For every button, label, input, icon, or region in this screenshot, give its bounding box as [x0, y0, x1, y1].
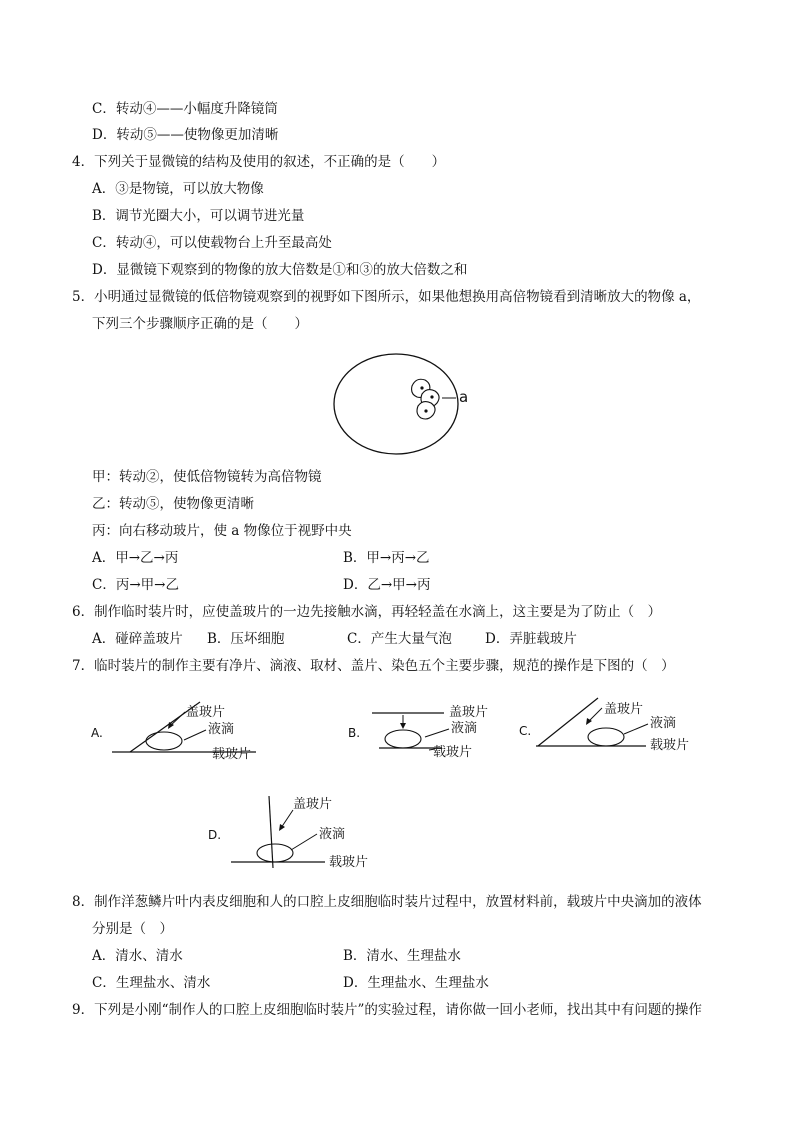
q5-option-c: C．丙→甲→乙 — [92, 577, 179, 593]
fig-a-drop — [146, 732, 182, 750]
q6-option-b: B．压坏细胞 — [207, 631, 285, 647]
fig-b-drop-label: 液滴 — [451, 721, 478, 736]
q6-stem: 6．制作临时装片时，应使盖玻片的一边先接触水滴，再轻轻盖在水滴上，这主要是为了防止（ ） — [72, 604, 662, 620]
q8-option-a: A．清水、清水 — [92, 948, 183, 964]
fig-a-cover-label: 盖玻片 — [186, 705, 226, 720]
q9-stem: 9．下列是小刚“制作人的口腔上皮细胞临时装片”的实验过程，请你做一回小老师，找出其中有问题的操作 — [72, 1002, 702, 1018]
q5-step-yi: 乙：转动⑤，使物像更清晰 — [92, 496, 254, 512]
q3-option-c: C．转动④——小幅度升降镜筒 — [92, 101, 278, 117]
cell-cluster — [412, 379, 440, 419]
q5-step-jia: 甲：转动②，使低倍物镜转为高倍物镜 — [92, 469, 322, 485]
fig-d-coverslip — [269, 796, 273, 868]
fig-c-drop — [588, 728, 624, 746]
q8-stem-line1: 8．制作洋葱鳞片叶内表皮细胞和人的口腔上皮细胞临时装片过程中，放置材料前，载玻片中央滴加的液体 — [72, 894, 702, 910]
fig-a-letter: A. — [91, 726, 103, 740]
field-of-view-circle — [334, 354, 458, 454]
q7-stem: 7．临时装片的制作主要有净片、滴液、取材、盖片、染色五个主要步骤，规范的操作是下图的（ ） — [72, 658, 675, 674]
fig-b-drop — [385, 730, 421, 748]
fig-c-letter: C. — [519, 724, 532, 738]
q6-option-c: C．产生大量气泡 — [347, 631, 452, 647]
fig-d-drop-label: 液滴 — [319, 827, 346, 842]
fig-b-slide-label: 载玻片 — [433, 745, 473, 760]
fig-d-cover-label: 盖玻片 — [293, 797, 333, 812]
fig-d-letter: D. — [208, 828, 222, 842]
q8-option-b: B．清水、生理盐水 — [343, 948, 461, 964]
fig-c-drop-label: 液滴 — [650, 716, 677, 731]
q8-stem-line2: 分别是（ ） — [92, 921, 173, 937]
q7-figure-b — [345, 696, 525, 772]
fig-b-arrow-icon — [400, 723, 406, 729]
q5-option-b: B．甲→丙→乙 — [343, 550, 430, 566]
fig-a-drop-label: 液滴 — [208, 722, 235, 737]
q5-option-a: A．甲→乙→丙 — [92, 550, 179, 566]
q5-step-bing: 丙：向右移动玻片，使 a 物像位于视野中央 — [92, 523, 352, 539]
q5-stem-line1: 5．小明通过显微镜的低倍物镜观察到的视野如下图所示，如果他想换用高倍物镜看到清晰放大的物像 a， — [72, 289, 701, 305]
q7-figure-a — [88, 696, 278, 772]
q5-stem-line2: 下列三个步骤顺序正确的是（ ） — [92, 316, 308, 332]
q4-option-b: B．调节光圈大小，可以调节进光量 — [92, 208, 305, 224]
q8-option-d: D．生理盐水、生理盐水 — [343, 975, 489, 991]
q6-option-d: D．弄脏载玻片 — [485, 631, 577, 647]
q8-option-c: C．生理盐水、清水 — [92, 975, 211, 991]
fig-d-drop — [257, 844, 293, 862]
figure-label-a: a — [459, 388, 469, 406]
q5-option-d: D．乙→甲→丙 — [343, 577, 431, 593]
fig-b-cover-label: 盖玻片 — [449, 705, 489, 720]
q3-option-d: D．转动⑤——使物像更加清晰 — [92, 127, 279, 143]
fig-b-letter: B. — [348, 726, 361, 740]
fig-c-cover-label: 盖玻片 — [604, 702, 644, 717]
q4-option-d: D．显微镜下观察到的物像的放大倍数是①和③的放大倍数之和 — [92, 262, 468, 278]
microscope-field-figure — [330, 350, 490, 460]
fig-d-slide-label: 载玻片 — [329, 855, 369, 870]
q4-option-c: C．转动④，可以使载物台上升至最高处 — [92, 235, 332, 251]
fig-d-arrow-icon — [279, 824, 285, 831]
q6-option-a: A．碰碎盖玻片 — [92, 631, 183, 647]
q7-figure-c — [516, 694, 706, 770]
q7-figure-d — [205, 790, 385, 874]
fig-a-slide-label: 载玻片 — [212, 747, 252, 762]
q4-option-a: A．③是物镜，可以放大物像 — [92, 181, 264, 197]
q4-stem: 4．下列关于显微镜的结构及使用的叙述，不正确的是（ ） — [72, 154, 446, 170]
fig-c-slide-label: 载玻片 — [650, 738, 690, 753]
